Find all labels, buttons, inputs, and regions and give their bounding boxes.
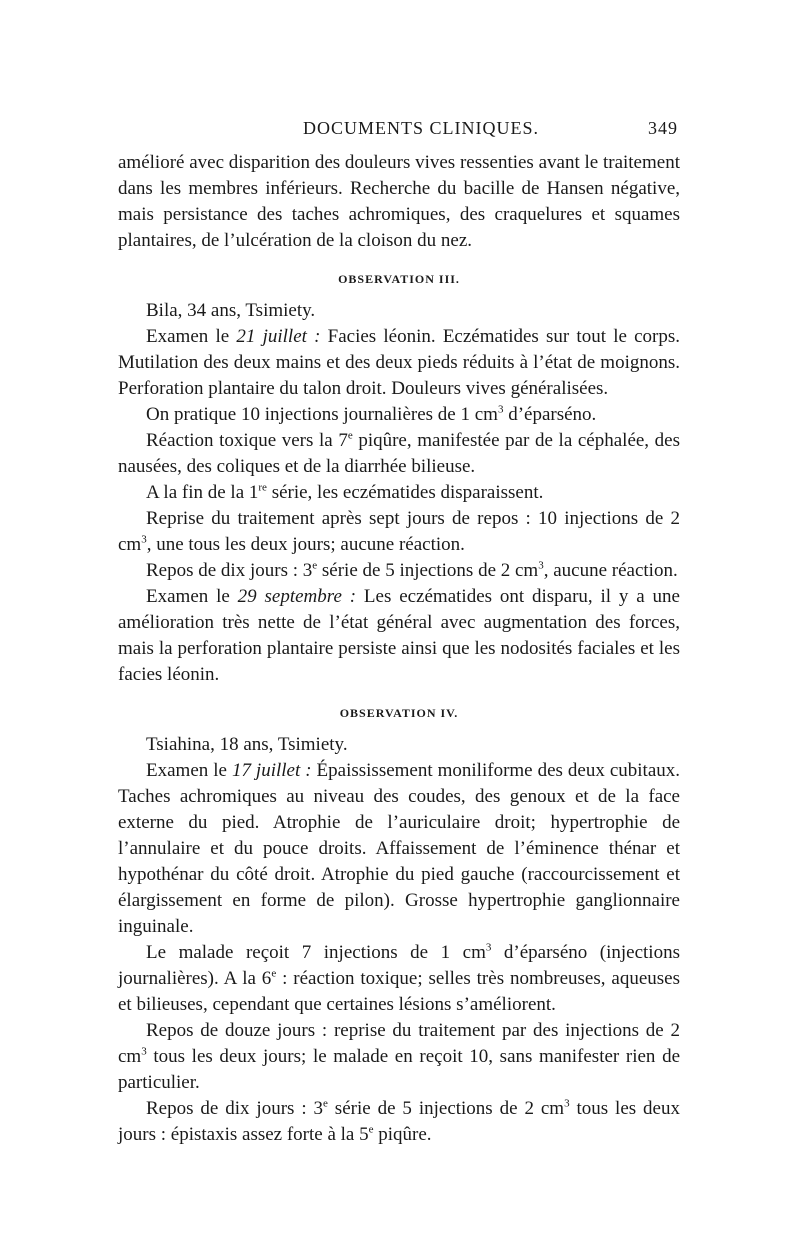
obs3-series-end-paragraph: [118, 480, 680, 506]
superscript: e: [347, 429, 353, 442]
observation-4-heading: OBSERVATION IV.: [339, 706, 459, 720]
obs3-reaction-paragraph: [118, 428, 680, 480]
obs3-injections-text: On pratique 10 injections journalières de 1 cm: [146, 404, 498, 425]
obs3-resume-paragraph: [118, 506, 680, 558]
obs4-resume-text: Repos de douze jours : reprise du traitement par des injections de 2 cm: [118, 1020, 680, 1067]
superscript: 3: [485, 941, 492, 954]
obs3-exam-date: 21 juillet :: [236, 326, 321, 347]
obs3-injections-tail: d’éparséno.: [503, 404, 597, 425]
superscript: 3: [538, 559, 544, 572]
obs3-patient: Bila, 34 ans, Tsimiety.: [146, 300, 316, 321]
superscript: 3: [564, 1097, 570, 1110]
obs4-injections-tail: : réaction toxique; selles très nombreuses, aqueuses et bilieuses, cependant que certaines lésions s’améliorent.: [118, 968, 680, 1015]
superscript: re: [258, 481, 267, 494]
obs3-rest-tail: , aucune réaction.: [543, 560, 678, 581]
continuation-paragraph: amélioré avec disparition des douleurs vives ressenties avant le traitement dans les membres inférieurs. Recherche du bacille de Hansen négative, mais persistance des taches achromiques, des craquelures et squames plantaires, de l’ulcération de la cloison du nez.: [118, 152, 680, 251]
obs4-resume-tail: tous les deux jours; le malade en reçoit 10, sans manifester rien de particulier.: [118, 1046, 680, 1093]
obs4-injections-text: Le malade reçoit 7 injections de 1 cm: [146, 942, 486, 963]
header-title: DOCUMENTS CLINIQUES.: [303, 118, 539, 138]
superscript: e: [312, 559, 318, 572]
obs4-rest-paragraph: [118, 1096, 680, 1148]
obs4-exam-lead: Examen le: [146, 760, 232, 781]
obs3-rest-mid: série de 5 injections de 2 cm: [317, 560, 539, 581]
obs3-followup-text: Les eczématides ont disparu, il y a une amélioration très nette de l’état général avec augmentation des forces, mais la perforation plantaire persiste ainsi que les nodosités faciales et les facies léonin.: [118, 586, 680, 685]
superscript: 3: [141, 1045, 147, 1058]
obs3-resume-text: Reprise du traitement après sept jours de repos : 10 injections de 2 cm: [118, 508, 680, 555]
obs3-resume-tail: , une tous les deux jours; aucune réaction.: [146, 534, 465, 555]
superscript: e: [271, 967, 277, 980]
obs4-rest-text: Repos de dix jours : 3: [146, 1098, 324, 1119]
obs3-exam-text: Facies léonin. Eczématides sur tout le corps. Mutilation des deux mains et des deux pieds réduits à l’état de moignons. Perforation plantaire du talon droit. Douleurs vives généralisées.: [118, 326, 681, 399]
obs3-followup-date: 29 septembre :: [237, 586, 357, 607]
superscript: e: [323, 1097, 328, 1110]
obs3-followup-lead: Examen le: [146, 586, 238, 607]
obs4-exam-paragraph: [118, 758, 680, 940]
obs4-exam-text: Épaississement moniliforme des deux cubitaux. Taches achromiques au niveau des coudes, des genoux et de la face externe du pied. Atrophie de l’auriculaire droit; hypertrophie de l’annulaire et du pouce droits. Affaissement de l’éminence thénar et hypothénar du côté droit. Atrophie du pied gauche (raccourcissement et élargissement en forme de pilon). Grosse hypertrophie ganglionnaire inguinale.: [118, 760, 680, 937]
obs3-exam-paragraph: [118, 324, 680, 402]
superscript: 3: [141, 533, 147, 546]
obs3-reaction-tail: piqûre, manifestée par de la céphalée, des nausées, des coliques et de la diarrhée bilieuse.: [118, 430, 680, 477]
superscript: e: [368, 1123, 374, 1136]
obs4-injections-paragraph: [118, 940, 680, 1018]
obs3-reaction-text: Réaction toxique vers la 7: [146, 430, 348, 451]
obs3-rest-paragraph: [118, 558, 680, 584]
obs4-exam-date: 17 juillet :: [231, 760, 312, 781]
superscript: 3: [497, 403, 504, 416]
obs3-series-end-tail: série, les eczématides disparaissent.: [266, 482, 544, 503]
obs3-rest-text: Repos de dix jours : 3: [146, 560, 313, 581]
page-body: [118, 150, 680, 1148]
obs4-resume-paragraph: [118, 1018, 680, 1096]
obs3-exam-lead: Examen le: [146, 326, 237, 347]
obs3-injections-paragraph: [118, 402, 680, 428]
page-number: 349: [648, 118, 678, 138]
obs3-series-end-text: A la fin de la 1: [146, 482, 259, 503]
obs4-injections-mid: d’éparséno (injections journalières). A la 6: [118, 942, 680, 989]
obs4-rest-mid: série de 5 injections de 2 cm: [327, 1098, 565, 1119]
obs4-patient: Tsiahina, 18 ans, Tsimiety.: [146, 734, 348, 755]
observation-3-heading: OBSERVATION III.: [338, 272, 460, 286]
obs4-rest-tail: piqûre.: [373, 1124, 432, 1145]
obs3-followup-paragraph: [118, 584, 680, 688]
obs4-rest-mid2: tous les deux jours : épistaxis assez forte à la 5: [118, 1098, 680, 1145]
